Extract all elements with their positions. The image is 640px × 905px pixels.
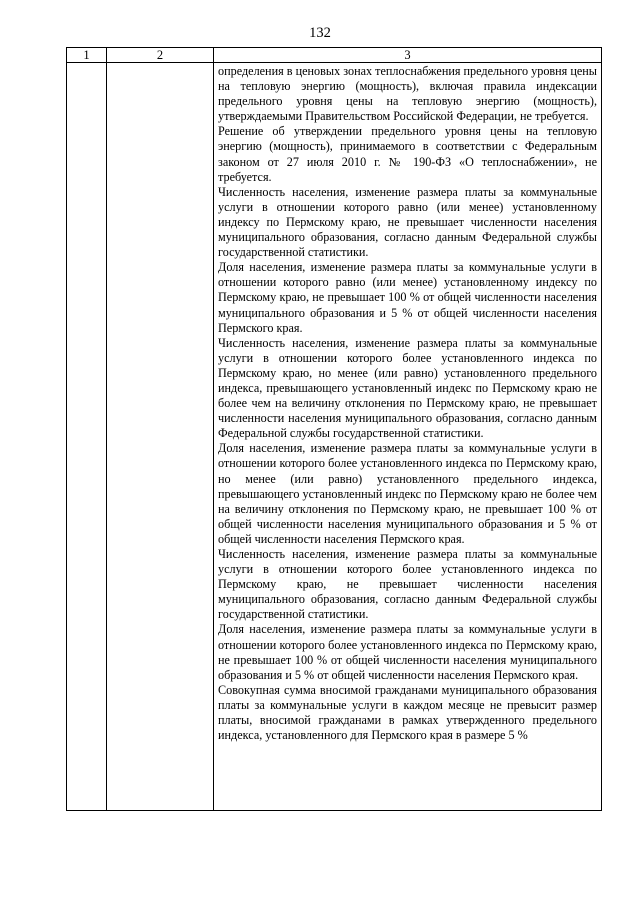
paragraph-price-level-decision: Решение об утверждении предельного уровня цены на тепловую энергию (мощность), принимаемого в соответствии с Федеральным законом от 27 июля 2010 г. № 190-ФЗ «О теплоснабжении», не требуется. — [218, 124, 597, 184]
column-header-2: 2 — [107, 48, 214, 63]
table-row — [67, 63, 602, 811]
column-1-cell — [67, 63, 107, 811]
table-header-row — [67, 48, 602, 63]
column-header-3: 3 — [214, 48, 602, 63]
paragraph-population-above-index-within-limit: Численность населения, изменение размера платы за коммунальные услуги в отношении которого более установленного индекса по Пермскому краю, но менее (или равно) установленного предельного индекса, превышающего установленный индекс по Пермскому краю не более чем на величину отклонения по Пермскому краю, не превышает численности населения муниципального образования, согласно данным Федеральной службы государственной статистики. — [218, 335, 597, 441]
paragraph-population-above-index: Численность населения, изменение размера платы за коммунальные услуги в отношении которого более установленного индекса по Пермскому краю, не превышает численности населения муниципального образования, согласно данным Федеральной службы государственной статистики. — [218, 547, 597, 622]
column-3-cell — [214, 63, 602, 811]
column-2-cell — [107, 63, 214, 811]
document-table — [66, 47, 602, 811]
paragraph-share-above-index-within-limit: Доля населения, изменение размера платы за коммунальные услуги в отношении которого более установленного индекса по Пермскому краю, но менее (или равно) установленного предельного индекса, превышающего установленный индекс по Пермскому краю не более чем на величину отклонения по Пермскому краю, не превышает 100 % от общей численности населения муниципального образования и 5 % от общей численности населения Пермского края. — [218, 441, 597, 546]
paragraph-population-equal-index: Численность населения, изменение размера платы за коммунальные услуги в отношении которого равно (или менее) установленному индексу по Пермскому краю, не превышает численности населения муниципального образования, согласно данным Федеральной службы государственной статистики. — [218, 184, 597, 260]
column-header-1: 1 — [67, 48, 107, 63]
page-number: 132 — [309, 25, 331, 41]
paragraph-share-equal-index: Доля населения, изменение размера платы за коммунальные услуги в отношении которого равно (или менее) установленному индексу по Пермскому краю, не превышает 100 % от общей численности населения муниципального образования и 5 % от общей численности населения Пермского края. — [218, 260, 597, 335]
paragraph-total-payment: Совокупная сумма вносимой гражданами муниципального образования платы за коммунальные услуги в каждом месяце не превысит размер платы, вносимой гражданами в рамках утвержденного предельного индекса, установленного для Пермского края в размере 5 % — [218, 682, 597, 743]
paragraph-price-level-rules: определения в ценовых зонах теплоснабжения предельного уровня цены на тепловую энергию (мощность), включая правила индексации предельного уровня цены на тепловую энергию (мощность), утверждаемыми Правительством Российской Федерации, не требуется. — [218, 64, 597, 124]
paragraph-share-above-index: Доля населения, изменение размера платы за коммунальные услуги в отношении которого более установленного индекса по Пермскому краю, не превышает 100 % от общей численности населения муниципального образования и 5 % от общей численности населения Пермского края. — [218, 622, 597, 682]
